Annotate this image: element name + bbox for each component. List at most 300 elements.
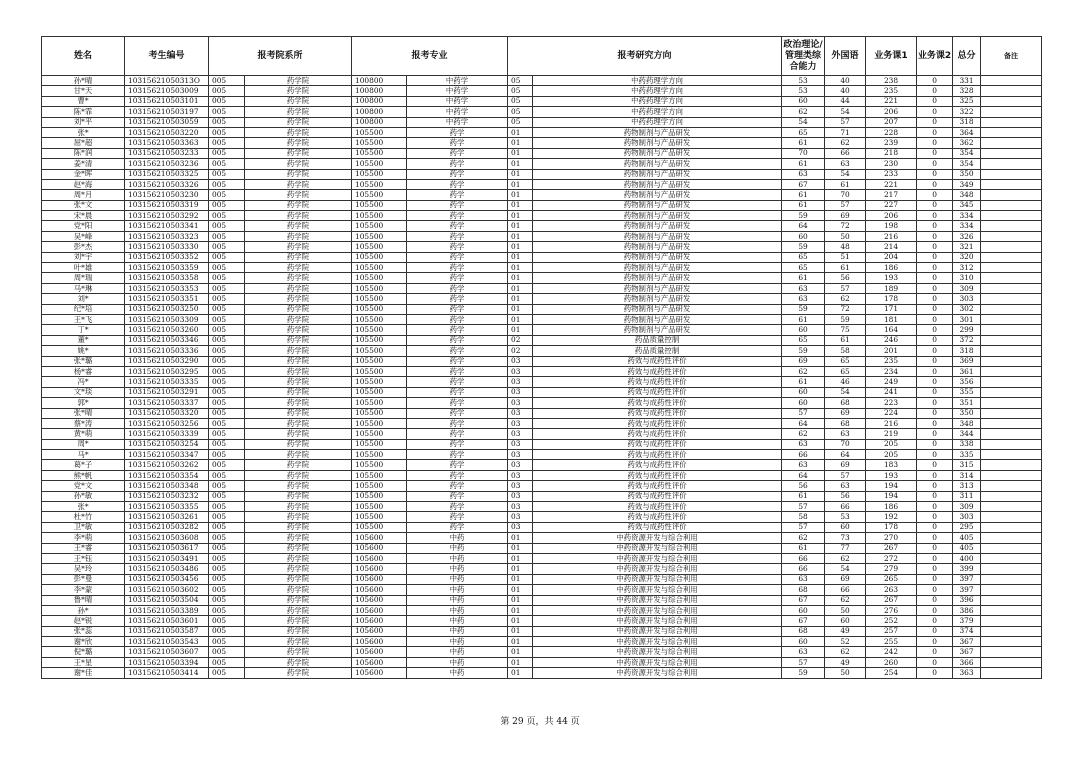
cell-course1: 279 <box>866 564 917 574</box>
cell-course2: 0 <box>917 481 953 491</box>
cell-direction-code: 05 <box>508 107 533 117</box>
cell-major-code: 105600 <box>352 605 407 615</box>
cell-course2: 0 <box>917 335 953 345</box>
cell-major-code: 105500 <box>352 159 407 169</box>
cell-foreign: 50 <box>825 231 866 241</box>
cell-major-name: 药学 <box>407 366 508 376</box>
cell-major-name: 中药 <box>407 668 508 678</box>
table-body <box>42 76 1042 679</box>
cell-course2: 0 <box>917 200 953 210</box>
cell-remark <box>981 460 1042 470</box>
cell-direction-code: 01 <box>508 263 533 273</box>
cell-foreign: 63 <box>825 481 866 491</box>
cell-direction-code: 03 <box>508 512 533 522</box>
cell-politics: 57 <box>782 408 825 418</box>
cell-major-code: 105500 <box>352 221 407 231</box>
cell-course1: 228 <box>866 127 917 137</box>
cell-course2: 0 <box>917 502 953 512</box>
cell-course1: 186 <box>866 263 917 273</box>
cell-major-code: 105500 <box>352 502 407 512</box>
table-row <box>42 512 1042 522</box>
cell-remark <box>981 148 1042 158</box>
cell-major-code: 105500 <box>352 408 407 418</box>
cell-dept-name: 药学院 <box>245 263 352 273</box>
cell-foreign: 49 <box>825 626 866 636</box>
cell-major-name: 药学 <box>407 522 508 532</box>
cell-major-name: 药学 <box>407 335 508 345</box>
cell-major-code: 105500 <box>352 418 407 428</box>
cell-direction-code: 01 <box>508 231 533 241</box>
table-header-row <box>42 37 1042 76</box>
cell-dept-name: 药学院 <box>245 76 352 86</box>
cell-major-code: 100800 <box>352 107 407 117</box>
cell-major-name: 药学 <box>407 314 508 324</box>
header-remark: 备注 <box>981 37 1042 76</box>
cell-dept-name: 药学院 <box>245 429 352 439</box>
cell-foreign: 44 <box>825 96 866 106</box>
table-row <box>42 626 1042 636</box>
cell-dept-code: 005 <box>209 366 245 376</box>
cell-major-code: 105600 <box>352 647 407 657</box>
cell-exam-no: 103156210503254 <box>125 439 209 449</box>
cell-dept-name: 药学院 <box>245 647 352 657</box>
cell-direction-code: 03 <box>508 470 533 480</box>
table-row <box>42 200 1042 210</box>
cell-foreign: 70 <box>825 439 866 449</box>
cell-total: 309 <box>953 502 981 512</box>
cell-name: 张*文 <box>42 200 125 210</box>
cell-politics: 64 <box>782 221 825 231</box>
cell-politics: 59 <box>782 304 825 314</box>
cell-exam-no: 103156210503323 <box>125 231 209 241</box>
cell-dept-name: 药学院 <box>245 481 352 491</box>
cell-dept-name: 药学院 <box>245 377 352 387</box>
cell-course1: 270 <box>866 533 917 543</box>
cell-remark <box>981 522 1042 532</box>
cell-major-code: 105500 <box>352 481 407 491</box>
cell-direction-code: 01 <box>508 564 533 574</box>
cell-total: 320 <box>953 252 981 262</box>
cell-course1: 265 <box>866 574 917 584</box>
cell-direction-name: 药物制剂与产品研发 <box>533 127 782 137</box>
cell-direction-name: 中药药理学方向 <box>533 117 782 127</box>
cell-major-code: 105500 <box>352 439 407 449</box>
cell-major-code: 105500 <box>352 283 407 293</box>
cell-politics: 69 <box>782 356 825 366</box>
cell-major-code: 105500 <box>352 148 407 158</box>
cell-total: 299 <box>953 325 981 335</box>
cell-course1: 217 <box>866 190 917 200</box>
cell-major-name: 中药 <box>407 553 508 563</box>
cell-major-name: 药学 <box>407 148 508 158</box>
cell-course1: 255 <box>866 637 917 647</box>
cell-major-code: 105500 <box>352 325 407 335</box>
table-row <box>42 190 1042 200</box>
cell-course1: 235 <box>866 86 917 96</box>
cell-direction-name: 药物制剂与产品研发 <box>533 273 782 283</box>
cell-dept-name: 药学院 <box>245 346 352 356</box>
cell-foreign: 62 <box>825 294 866 304</box>
cell-name: 王*钰 <box>42 553 125 563</box>
cell-name: 姚* <box>42 346 125 356</box>
cell-foreign: 50 <box>825 605 866 615</box>
cell-dept-name: 药学院 <box>245 325 352 335</box>
table-row <box>42 107 1042 117</box>
cell-course2: 0 <box>917 138 953 148</box>
cell-direction-code: 03 <box>508 387 533 397</box>
cell-direction-name: 中药资源开发与综合利用 <box>533 605 782 615</box>
cell-exam-no: 103156210503504 <box>125 595 209 605</box>
table-row <box>42 450 1042 460</box>
cell-remark <box>981 564 1042 574</box>
cell-total: 379 <box>953 616 981 626</box>
cell-dept-name: 药学院 <box>245 439 352 449</box>
cell-direction-code: 01 <box>508 283 533 293</box>
cell-name: 周*瑞 <box>42 273 125 283</box>
table-row <box>42 418 1042 428</box>
cell-dept-name: 药学院 <box>245 585 352 595</box>
cell-dept-code: 005 <box>209 179 245 189</box>
cell-major-code: 105600 <box>352 595 407 605</box>
cell-foreign: 57 <box>825 470 866 480</box>
cell-course2: 0 <box>917 76 953 86</box>
cell-dept-code: 005 <box>209 533 245 543</box>
cell-total: 338 <box>953 439 981 449</box>
cell-major-name: 药学 <box>407 325 508 335</box>
cell-major-name: 药学 <box>407 491 508 501</box>
cell-dept-code: 005 <box>209 252 245 262</box>
cell-direction-code: 03 <box>508 450 533 460</box>
cell-direction-code: 03 <box>508 522 533 532</box>
cell-direction-name: 药物制剂与产品研发 <box>533 263 782 273</box>
cell-foreign: 66 <box>825 148 866 158</box>
cell-course2: 0 <box>917 491 953 501</box>
cell-dept-code: 005 <box>209 117 245 127</box>
cell-major-name: 中药 <box>407 616 508 626</box>
cell-course1: 252 <box>866 616 917 626</box>
table-row <box>42 533 1042 543</box>
cell-major-name: 中药 <box>407 585 508 595</box>
cell-course2: 0 <box>917 512 953 522</box>
cell-major-code: 105500 <box>352 200 407 210</box>
cell-exam-no: 103156210503101 <box>125 96 209 106</box>
cell-dept-code: 005 <box>209 221 245 231</box>
cell-exam-no: 103156210503358 <box>125 273 209 283</box>
cell-direction-code: 01 <box>508 595 533 605</box>
cell-exam-no: 103156210503587 <box>125 626 209 636</box>
cell-foreign: 69 <box>825 211 866 221</box>
cell-major-name: 药学 <box>407 190 508 200</box>
cell-major-name: 药学 <box>407 502 508 512</box>
cell-dept-code: 005 <box>209 283 245 293</box>
table-row <box>42 387 1042 397</box>
cell-politics: 60 <box>782 387 825 397</box>
cell-course2: 0 <box>917 314 953 324</box>
cell-remark <box>981 481 1042 491</box>
header-major: 报考专业 <box>352 37 508 76</box>
cell-exam-no: 103156210503230 <box>125 190 209 200</box>
cell-major-code: 105600 <box>352 553 407 563</box>
cell-direction-name: 药物制剂与产品研发 <box>533 294 782 304</box>
admission-score-table <box>41 36 1042 679</box>
cell-remark <box>981 252 1042 262</box>
cell-direction-name: 中药资源开发与综合利用 <box>533 564 782 574</box>
cell-direction-name: 中药资源开发与综合利用 <box>533 553 782 563</box>
cell-name: 葛*子 <box>42 460 125 470</box>
cell-direction-code: 01 <box>508 314 533 324</box>
cell-direction-name: 中药资源开发与综合利用 <box>533 543 782 553</box>
header-foreign: 外国语 <box>825 37 866 76</box>
cell-direction-name: 中药药理学方向 <box>533 107 782 117</box>
cell-course2: 0 <box>917 460 953 470</box>
cell-politics: 66 <box>782 564 825 574</box>
cell-remark <box>981 377 1042 387</box>
cell-total: 313 <box>953 481 981 491</box>
cell-direction-code: 01 <box>508 626 533 636</box>
cell-major-name: 药学 <box>407 294 508 304</box>
cell-exam-no: 103156210503348 <box>125 481 209 491</box>
cell-remark <box>981 169 1042 179</box>
cell-exam-no: 103156210503339 <box>125 429 209 439</box>
cell-total: 303 <box>953 294 981 304</box>
cell-dept-code: 005 <box>209 304 245 314</box>
table-row <box>42 543 1042 553</box>
cell-total: 354 <box>953 159 981 169</box>
cell-major-code: 100800 <box>352 117 407 127</box>
cell-foreign: 62 <box>825 595 866 605</box>
cell-foreign: 61 <box>825 335 866 345</box>
cell-foreign: 73 <box>825 533 866 543</box>
cell-major-code: 105500 <box>352 450 407 460</box>
cell-total: 405 <box>953 543 981 553</box>
cell-name: 李*蒙 <box>42 585 125 595</box>
table-row <box>42 221 1042 231</box>
cell-dept-code: 005 <box>209 574 245 584</box>
cell-politics: 68 <box>782 626 825 636</box>
cell-major-name: 药学 <box>407 450 508 460</box>
cell-course1: 249 <box>866 377 917 387</box>
cell-major-code: 100800 <box>352 96 407 106</box>
cell-exam-no: 103156210503330 <box>125 242 209 252</box>
cell-exam-no: 103156210503292 <box>125 211 209 221</box>
header-course2: 业务课2 <box>917 37 953 76</box>
table-row <box>42 263 1042 273</box>
cell-dept-code: 005 <box>209 387 245 397</box>
cell-direction-name: 药物制剂与产品研发 <box>533 283 782 293</box>
cell-direction-code: 01 <box>508 574 533 584</box>
cell-remark <box>981 429 1042 439</box>
table-row <box>42 398 1042 408</box>
cell-dept-code: 005 <box>209 76 245 86</box>
cell-direction-name: 中药药理学方向 <box>533 76 782 86</box>
cell-remark <box>981 595 1042 605</box>
cell-major-code: 105500 <box>352 242 407 252</box>
table-row <box>42 564 1042 574</box>
cell-foreign: 61 <box>825 263 866 273</box>
cell-dept-code: 005 <box>209 522 245 532</box>
cell-dept-name: 药学院 <box>245 595 352 605</box>
cell-direction-code: 01 <box>508 585 533 595</box>
cell-remark <box>981 86 1042 96</box>
cell-dept-code: 005 <box>209 564 245 574</box>
cell-major-code: 105500 <box>352 356 407 366</box>
cell-total: 301 <box>953 314 981 324</box>
cell-exam-no: 103156210503355 <box>125 502 209 512</box>
cell-dept-name: 药学院 <box>245 211 352 221</box>
cell-major-code: 105500 <box>352 252 407 262</box>
cell-direction-name: 药效与成药性评价 <box>533 377 782 387</box>
cell-dept-name: 药学院 <box>245 637 352 647</box>
cell-total: 348 <box>953 190 981 200</box>
table-row <box>42 159 1042 169</box>
cell-major-name: 中药学 <box>407 76 508 86</box>
cell-major-code: 100800 <box>352 86 407 96</box>
cell-direction-code: 01 <box>508 294 533 304</box>
cell-dept-code: 005 <box>209 450 245 460</box>
cell-dept-name: 药学院 <box>245 512 352 522</box>
cell-remark <box>981 605 1042 615</box>
cell-major-code: 105500 <box>352 512 407 522</box>
cell-foreign: 50 <box>825 668 866 678</box>
cell-course1: 205 <box>866 439 917 449</box>
cell-name: 甘*天 <box>42 86 125 96</box>
cell-major-name: 药学 <box>407 356 508 366</box>
cell-total: 397 <box>953 585 981 595</box>
cell-major-name: 药学 <box>407 481 508 491</box>
cell-total: 303 <box>953 512 981 522</box>
cell-name: 孙*晴 <box>42 76 125 86</box>
table-row <box>42 574 1042 584</box>
cell-direction-code: 03 <box>508 366 533 376</box>
cell-exam-no: 103156210503347 <box>125 450 209 460</box>
cell-dept-code: 005 <box>209 626 245 636</box>
cell-exam-no: 103156210503320 <box>125 408 209 418</box>
cell-name: 屈*超 <box>42 138 125 148</box>
cell-politics: 70 <box>782 148 825 158</box>
cell-name: 吴*玲 <box>42 564 125 574</box>
header-total: 总分 <box>953 37 981 76</box>
cell-exam-no: 103156210503601 <box>125 616 209 626</box>
cell-major-name: 药学 <box>407 304 508 314</box>
cell-direction-code: 05 <box>508 96 533 106</box>
cell-remark <box>981 335 1042 345</box>
cell-name: 吴*峰 <box>42 231 125 241</box>
cell-major-code: 105500 <box>352 179 407 189</box>
cell-exam-no: 103156210503059 <box>125 117 209 127</box>
cell-dept-code: 005 <box>209 107 245 117</box>
cell-direction-name: 药效与成药性评价 <box>533 429 782 439</box>
cell-course1: 206 <box>866 107 917 117</box>
cell-dept-code: 005 <box>209 138 245 148</box>
cell-politics: 57 <box>782 522 825 532</box>
cell-politics: 61 <box>782 200 825 210</box>
cell-direction-code: 01 <box>508 221 533 231</box>
cell-name: 周*月 <box>42 190 125 200</box>
cell-course1: 221 <box>866 179 917 189</box>
cell-major-code: 105500 <box>352 314 407 324</box>
cell-major-code: 105500 <box>352 127 407 137</box>
cell-major-name: 中药 <box>407 543 508 553</box>
cell-major-name: 药学 <box>407 408 508 418</box>
cell-foreign: 40 <box>825 76 866 86</box>
cell-dept-code: 005 <box>209 314 245 324</box>
cell-course1: 214 <box>866 242 917 252</box>
cell-direction-code: 01 <box>508 138 533 148</box>
cell-major-code: 105500 <box>352 304 407 314</box>
cell-exam-no: 103156210503414 <box>125 668 209 678</box>
cell-remark <box>981 159 1042 169</box>
cell-foreign: 52 <box>825 637 866 647</box>
cell-total: 325 <box>953 96 981 106</box>
cell-dept-name: 药学院 <box>245 169 352 179</box>
cell-course2: 0 <box>917 522 953 532</box>
table-row <box>42 522 1042 532</box>
cell-course1: 189 <box>866 283 917 293</box>
cell-major-code: 105500 <box>352 522 407 532</box>
cell-course1: 242 <box>866 647 917 657</box>
cell-dept-code: 005 <box>209 346 245 356</box>
cell-dept-code: 005 <box>209 502 245 512</box>
cell-name: 倪*璐 <box>42 647 125 657</box>
cell-politics: 65 <box>782 263 825 273</box>
cell-major-name: 药学 <box>407 398 508 408</box>
cell-dept-code: 005 <box>209 429 245 439</box>
cell-direction-name: 中药资源开发与综合利用 <box>533 616 782 626</box>
cell-course2: 0 <box>917 470 953 480</box>
cell-direction-name: 药效与成药性评价 <box>533 491 782 501</box>
cell-dept-name: 药学院 <box>245 616 352 626</box>
cell-remark <box>981 242 1042 252</box>
cell-direction-name: 中药资源开发与综合利用 <box>533 668 782 678</box>
cell-remark <box>981 179 1042 189</box>
cell-course1: 267 <box>866 595 917 605</box>
cell-foreign: 65 <box>825 356 866 366</box>
cell-direction-name: 药物制剂与产品研发 <box>533 148 782 158</box>
table-row <box>42 127 1042 137</box>
cell-major-code: 105600 <box>352 637 407 647</box>
cell-course1: 178 <box>866 522 917 532</box>
cell-dept-code: 005 <box>209 543 245 553</box>
cell-dept-code: 005 <box>209 616 245 626</box>
cell-dept-code: 005 <box>209 398 245 408</box>
cell-name: 张* <box>42 127 125 137</box>
cell-politics: 63 <box>782 647 825 657</box>
cell-dept-name: 药学院 <box>245 242 352 252</box>
cell-name: 郭* <box>42 398 125 408</box>
cell-dept-code: 005 <box>209 668 245 678</box>
cell-direction-name: 药效与成药性评价 <box>533 481 782 491</box>
cell-name: 党*文 <box>42 481 125 491</box>
cell-major-code: 105500 <box>352 346 407 356</box>
table-row <box>42 595 1042 605</box>
cell-total: 374 <box>953 626 981 636</box>
cell-dept-name: 药学院 <box>245 657 352 667</box>
cell-dept-name: 药学院 <box>245 543 352 553</box>
cell-total: 311 <box>953 491 981 501</box>
cell-direction-name: 中药资源开发与综合利用 <box>533 585 782 595</box>
cell-major-name: 药学 <box>407 470 508 480</box>
cell-total: 345 <box>953 200 981 210</box>
cell-direction-code: 01 <box>508 647 533 657</box>
table-row <box>42 429 1042 439</box>
cell-exam-no: 103156210503309 <box>125 314 209 324</box>
cell-total: 397 <box>953 574 981 584</box>
cell-direction-code: 05 <box>508 86 533 96</box>
cell-exam-no: 103156210503607 <box>125 647 209 657</box>
cell-course2: 0 <box>917 543 953 553</box>
cell-course2: 0 <box>917 96 953 106</box>
cell-course1: 193 <box>866 273 917 283</box>
